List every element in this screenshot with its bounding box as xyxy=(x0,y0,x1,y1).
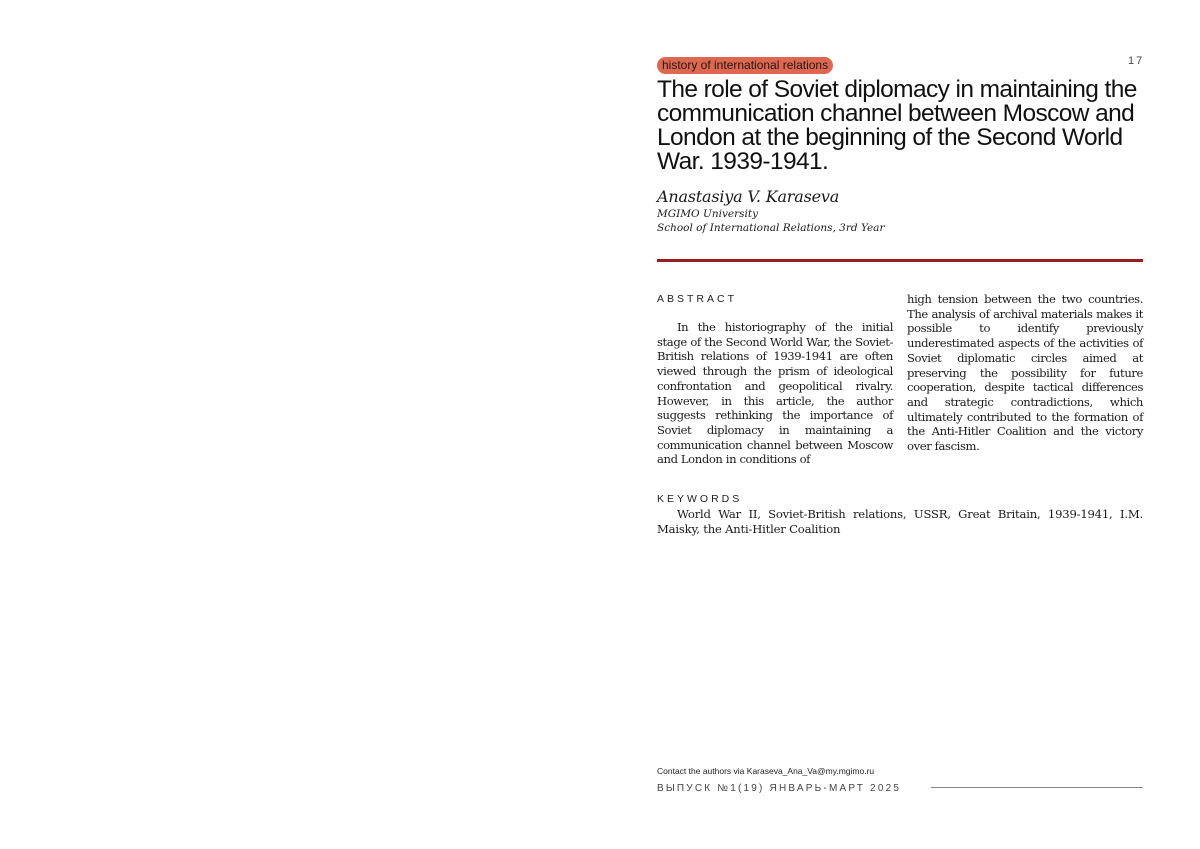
keywords-heading: KEYWORDS xyxy=(657,493,743,505)
keywords-text: World War II, Soviet-British relations, USSR, Great Britain, 1939-1941, I.M. Maisky, the Anti-Hitler Coalition xyxy=(657,507,1143,536)
page-number: 17 xyxy=(1128,55,1145,67)
title-divider xyxy=(657,259,1143,262)
author-block xyxy=(657,187,1137,235)
footer-divider xyxy=(931,787,1143,788)
abstract-heading: ABSTRACT xyxy=(657,293,738,305)
abstract-column-2: high tension between the two countries. The analysis of archival materials makes it possible to identify previously underestimated aspects of the activities of Soviet diplomatic circles aimed at preserving the possibility for future cooperation, despite tactical differences and strategic contradictions, which ultimately contributed to the formation of the Anti-Hitler Coalition and the victory over fascism. xyxy=(907,292,1143,454)
author-name: Anastasiya V. Karaseva xyxy=(657,187,840,206)
abstract-column-1: In the historiography of the initial stage of the Second World War, the Soviet-British relations of 1939-1941 are often viewed through the prism of ideological confrontation and geopolitical rivalry. However, in this article, the author suggests rethinking the importance of Soviet diplomacy in maintaining a communication channel between Moscow and London in conditions of xyxy=(657,320,893,467)
author-affiliation-school: School of International Relations, 3rd Year xyxy=(657,222,885,234)
author-affiliation-university: MGIMO University xyxy=(657,208,759,220)
article-title: The role of Soviet diplomacy in maintaining the communication channel between Moscow and London at the beginning of the Second World War. 1939-1941. xyxy=(657,76,1137,175)
contact-line: Contact the authors via Karaseva_Ana_Va@my.mgimo.ru xyxy=(657,766,875,776)
section-tag: history of international relations xyxy=(657,57,833,74)
issue-line: ВЫПУСК №1(19) ЯНВАРЬ-МАРТ 2025 xyxy=(657,783,902,794)
